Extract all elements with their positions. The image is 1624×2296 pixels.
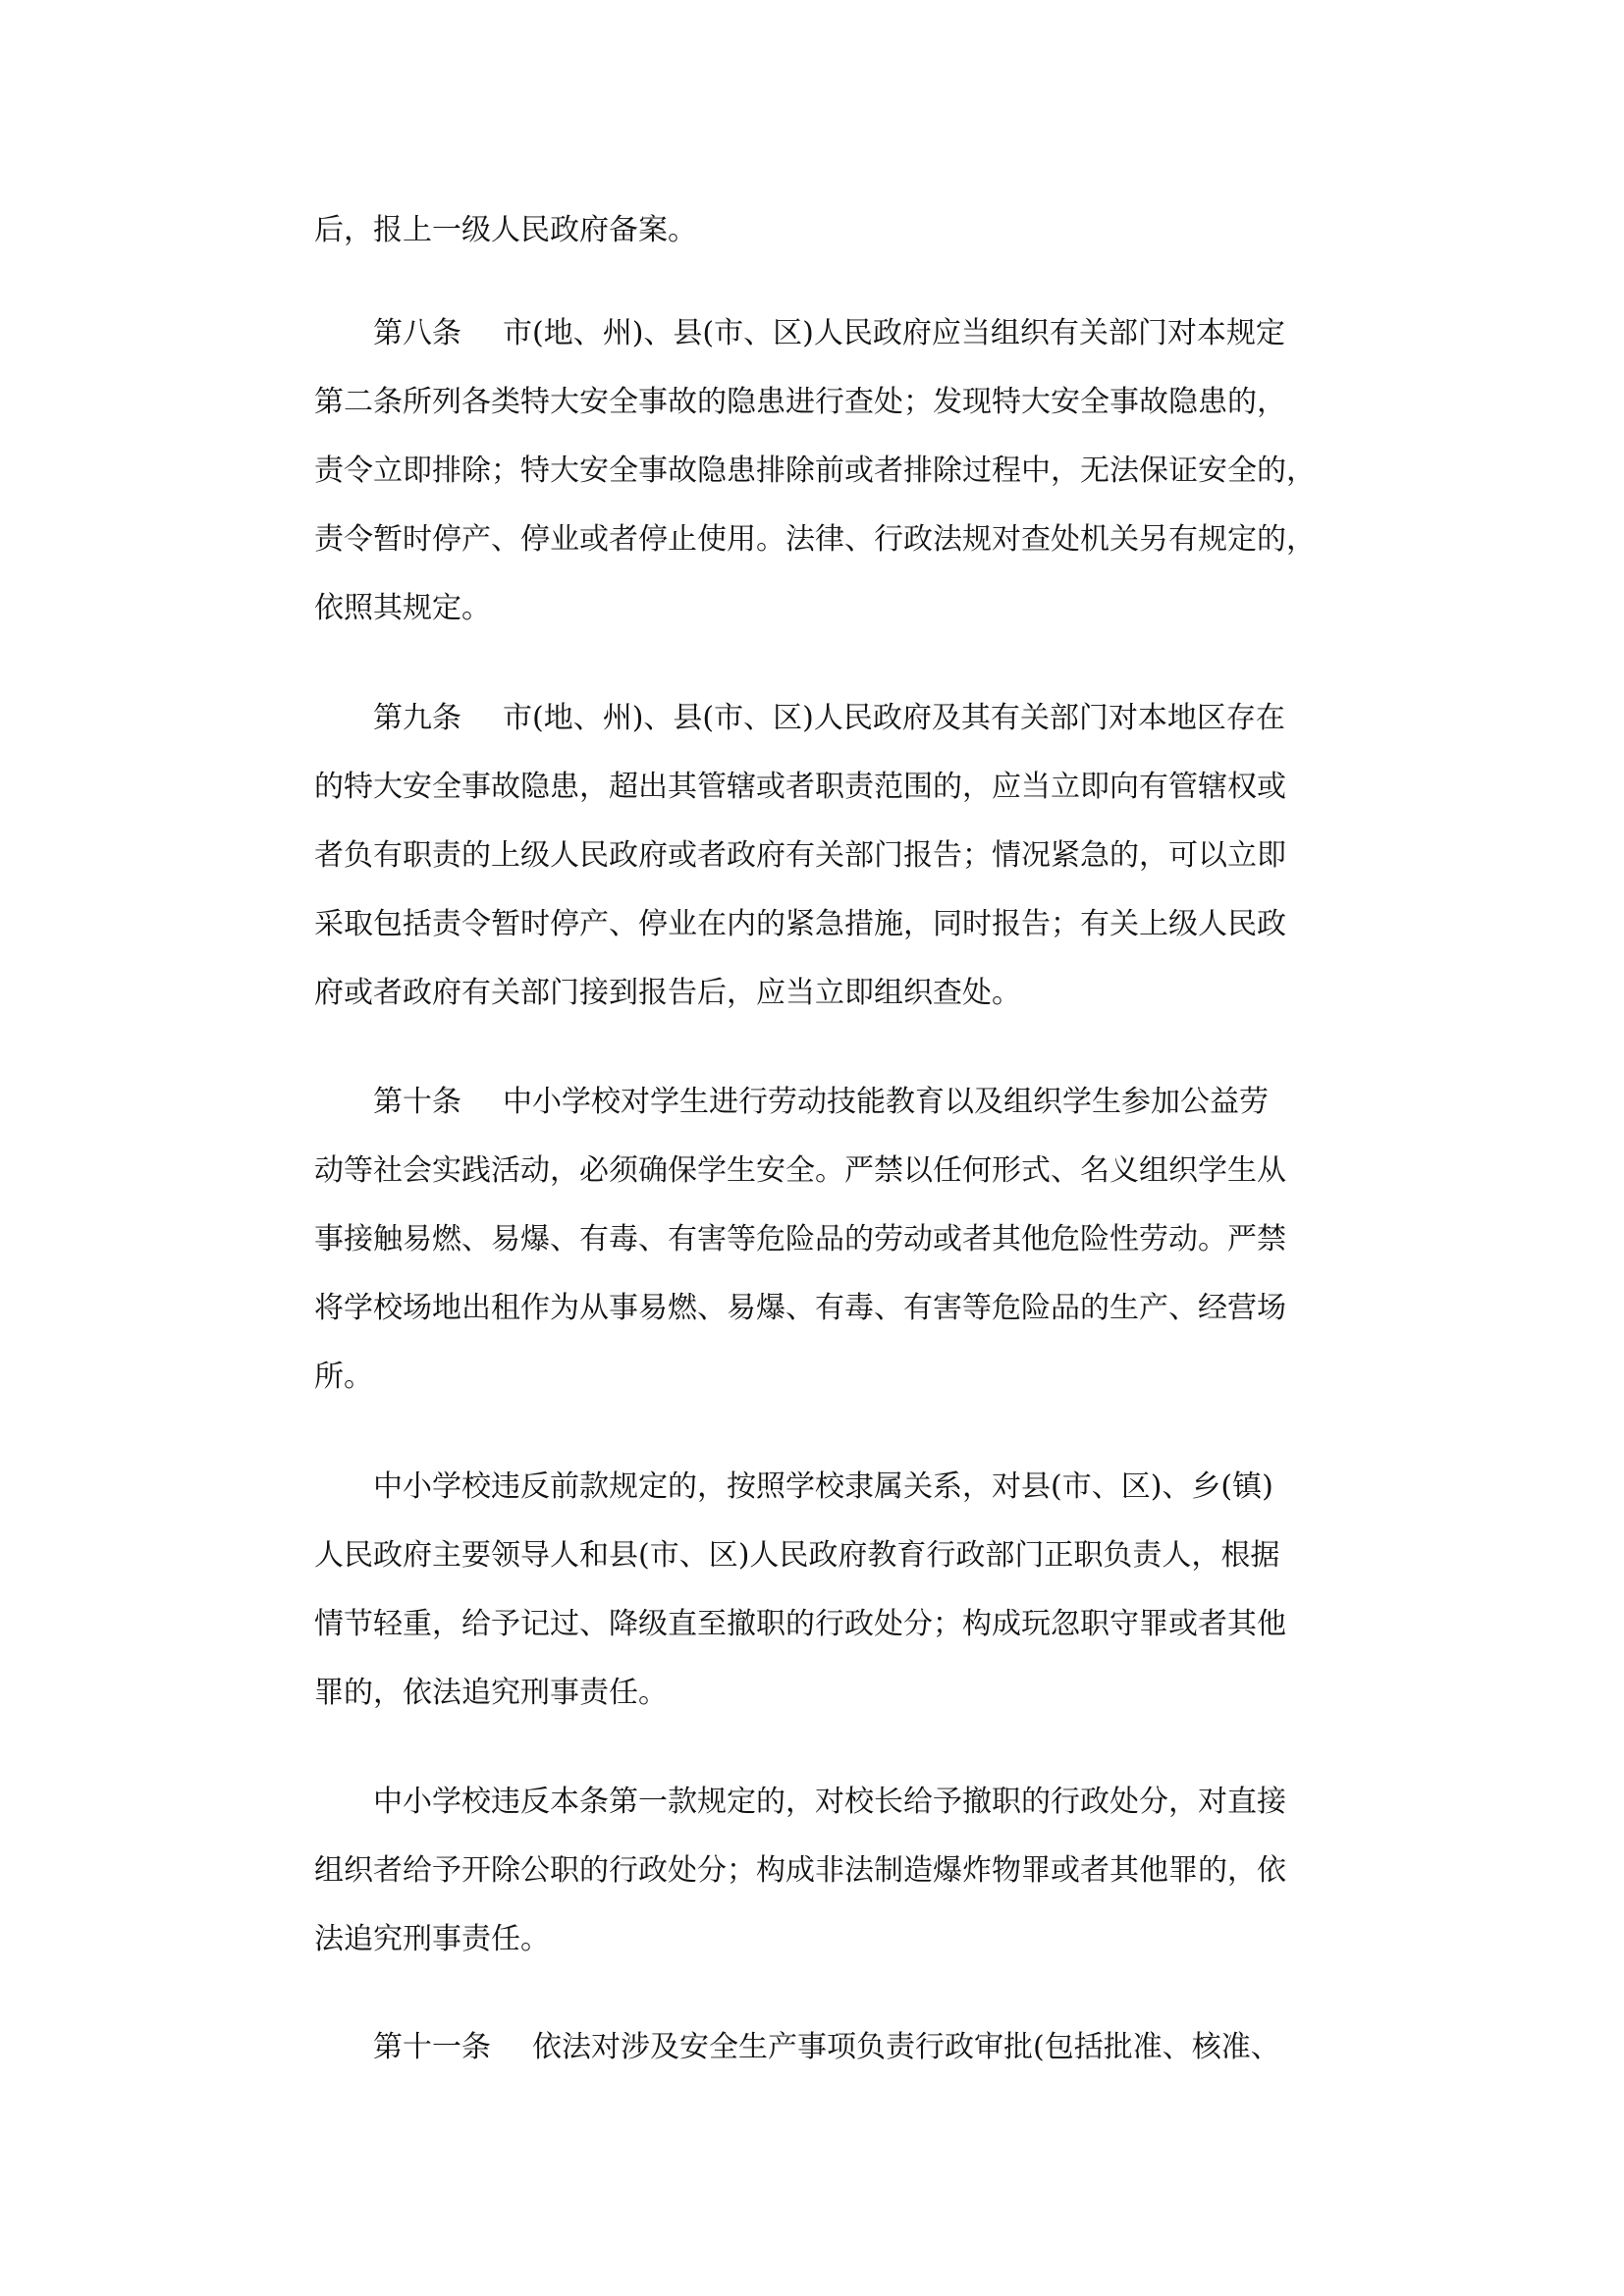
paragraph-article-10 [314, 1068, 1326, 1412]
text-line: 第十一条 依法对涉及安全生产事项负责行政审批(包括批准、核准、 [314, 2013, 1326, 2082]
text-line: 组织者给予开除公职的行政处分；构成非法制造爆炸物罪或者其他罪的，依 [314, 1853, 1286, 1888]
paragraph-article-10-clause-3 [314, 1768, 1326, 1974]
text-line: 依照其规定。 [314, 591, 491, 625]
text-line: 者负有职责的上级人民政府或者政府有关部门报告；情况紧急的，可以立即 [314, 838, 1286, 873]
text-line: 后，报上一级人民政府备案。 [314, 213, 697, 247]
text-line: 责令立即排除；特大安全事故隐患排除前或者排除过程中，无法保证安全的， [314, 454, 1316, 488]
text-line: 中小学校违反前款规定的，按照学校隶属关系，对县(市、区)、乡(镇) [373, 1469, 1273, 1504]
text-line: 第八条 市(地、州)、县(市、区)人民政府应当组织有关部门对本规定 [314, 299, 1326, 368]
text-line: 情节轻重，给予记过、降级直至撤职的行政处分；构成玩忽职守罪或者其他 [314, 1607, 1286, 1641]
text-line: 所。 [314, 1360, 373, 1394]
text-line: 动等社会实践活动，必须确保学生安全。严禁以任何形式、名义组织学生从 [314, 1153, 1286, 1188]
text-line: 事接触易燃、易爆、有毒、有害等危险品的劳动或者其他危险性劳动。严禁 [314, 1222, 1286, 1256]
text-line: 法追究刑事责任。 [314, 1922, 550, 1956]
article-number: 第九条 [373, 701, 461, 735]
text-line: 责令暂时停产、停业或者停止使用。法律、行政法规对查处机关另有规定的， [314, 522, 1316, 557]
article-number: 第八条 [373, 316, 461, 350]
paragraph-continued [314, 196, 1326, 265]
text-line: 采取包括责令暂时停产、停业在内的紧急措施，同时报告；有关上级人民政 [314, 907, 1286, 941]
text-line: 将学校场地出租作为从事易燃、易爆、有毒、有害等危险品的生产、经营场 [314, 1291, 1286, 1325]
paragraph-article-10-clause-2 [314, 1453, 1326, 1728]
text-line: 中小学校违反本条第一款规定的，对校长给予撤职的行政处分，对直接 [373, 1785, 1286, 1819]
paragraph-article-9 [314, 684, 1326, 1028]
text-line: 第二条所列各类特大安全事故的隐患进行查处；发现特大安全事故隐患的， [314, 385, 1286, 419]
paragraph-article-11 [314, 2013, 1326, 2082]
text-line: 罪的，依法追究刑事责任。 [314, 1676, 668, 1710]
text-line: 的特大安全事故隐患，超出其管辖或者职责范围的，应当立即向有管辖权或 [314, 770, 1286, 804]
paragraph-article-8 [314, 299, 1326, 643]
text-line: 第十条 中小学校对学生进行劳动技能教育以及组织学生参加公益劳 [314, 1068, 1326, 1137]
article-number: 第十条 [373, 1085, 461, 1119]
text-line: 第九条 市(地、州)、县(市、区)人民政府及其有关部门对本地区存在 [314, 684, 1326, 753]
text-line: 府或者政府有关部门接到报告后，应当立即组织查处。 [314, 976, 1021, 1010]
text-line: 人民政府主要领导人和县(市、区)人民政府教育行政部门正职负责人，根据 [314, 1538, 1280, 1573]
article-number: 第十一条 [373, 2030, 491, 2064]
